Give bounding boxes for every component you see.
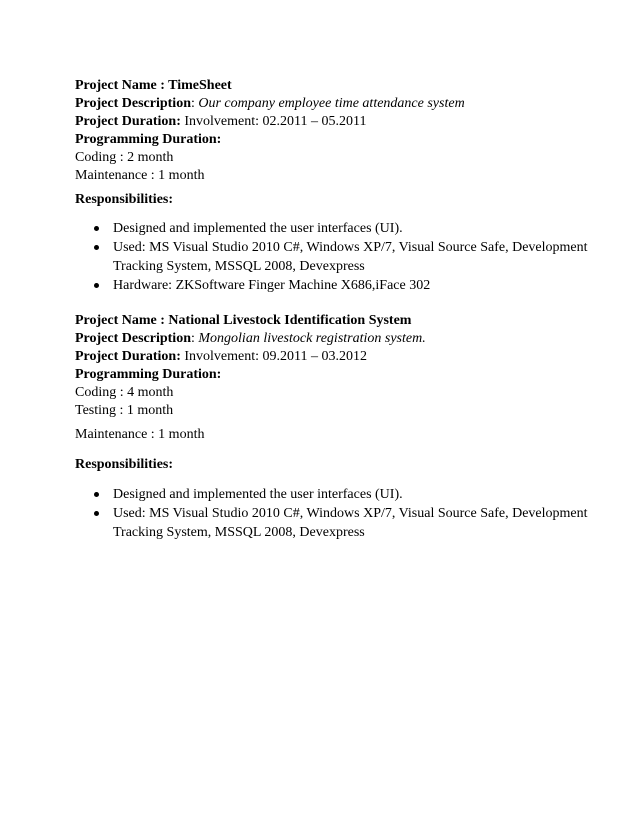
- separator: :: [190, 331, 199, 346]
- programming-duration-label: Programming Duration:: [75, 132, 222, 147]
- responsibilities-list: [75, 219, 595, 295]
- list-item: [75, 276, 595, 295]
- bullet-icon: [94, 245, 99, 250]
- programming-duration-label: Programming Duration:: [75, 367, 222, 382]
- project-duration: Involvement: 02.2011 – 05.2011: [180, 114, 367, 129]
- project-duration-line: [75, 348, 595, 366]
- responsibilities-list: [75, 485, 595, 542]
- phase-maintenance: Maintenance : 1 month: [75, 168, 205, 183]
- project-duration-line: [75, 113, 595, 131]
- project-description-label: Project Description: [75, 96, 191, 111]
- list-item-text: Designed and implemented the user interfaces (UI).: [113, 221, 403, 236]
- separator: :: [190, 96, 199, 111]
- project-duration-label: Project Duration:: [75, 114, 181, 129]
- phase-coding: Coding : 4 month: [75, 385, 174, 400]
- project-name-label: Project Name :: [75, 313, 169, 328]
- responsibilities-heading: Responsibilities:: [75, 192, 174, 207]
- phase-testing: Testing : 1 month: [75, 403, 174, 418]
- project-name: National Livestock Identification System: [168, 313, 412, 328]
- list-item: [75, 238, 595, 276]
- list-item-text: Designed and implemented the user interfaces (UI).: [113, 487, 403, 502]
- project-2-header: [75, 312, 595, 420]
- project-description-label: Project Description: [75, 331, 191, 346]
- bullet-icon: [94, 226, 99, 231]
- list-item-text: Hardware: ZKSoftware Finger Machine X686,iFace 302: [113, 278, 431, 293]
- list-item: [75, 219, 595, 238]
- project-name-label: Project Name :: [75, 78, 169, 93]
- project-duration-label: Project Duration:: [75, 349, 181, 364]
- project-name-line: [75, 77, 595, 95]
- project-duration: Involvement: 09.2011 – 03.2012: [180, 349, 368, 364]
- list-item-text: Used: MS Visual Studio 2010 C#, Windows XP/7, Visual Source Safe, Development Tracking System, MSSQL 2008, Devexpress: [113, 240, 588, 274]
- bullet-icon: [94, 492, 99, 497]
- list-item: [75, 485, 595, 504]
- list-item: [75, 504, 595, 542]
- bullet-icon: [94, 283, 99, 288]
- project-name: TimeSheet: [168, 78, 232, 93]
- list-item-text: Used: MS Visual Studio 2010 C#, Windows XP/7, Visual Source Safe, Development Tracking System, MSSQL 2008, Devexpress: [113, 506, 588, 540]
- project-description-line: [75, 95, 595, 113]
- phase-coding: Coding : 2 month: [75, 150, 174, 165]
- project-description-line: [75, 330, 595, 348]
- project-description: Mongolian livestock registration system.: [198, 331, 426, 346]
- project-1-header: [75, 77, 595, 185]
- responsibilities-heading: Responsibilities:: [75, 457, 174, 472]
- project-description: Our company employee time attendance system: [198, 96, 465, 111]
- project-2-extra: [75, 426, 595, 444]
- phase-maintenance: Maintenance : 1 month: [75, 427, 205, 442]
- bullet-icon: [94, 511, 99, 516]
- project-name-line: [75, 312, 595, 330]
